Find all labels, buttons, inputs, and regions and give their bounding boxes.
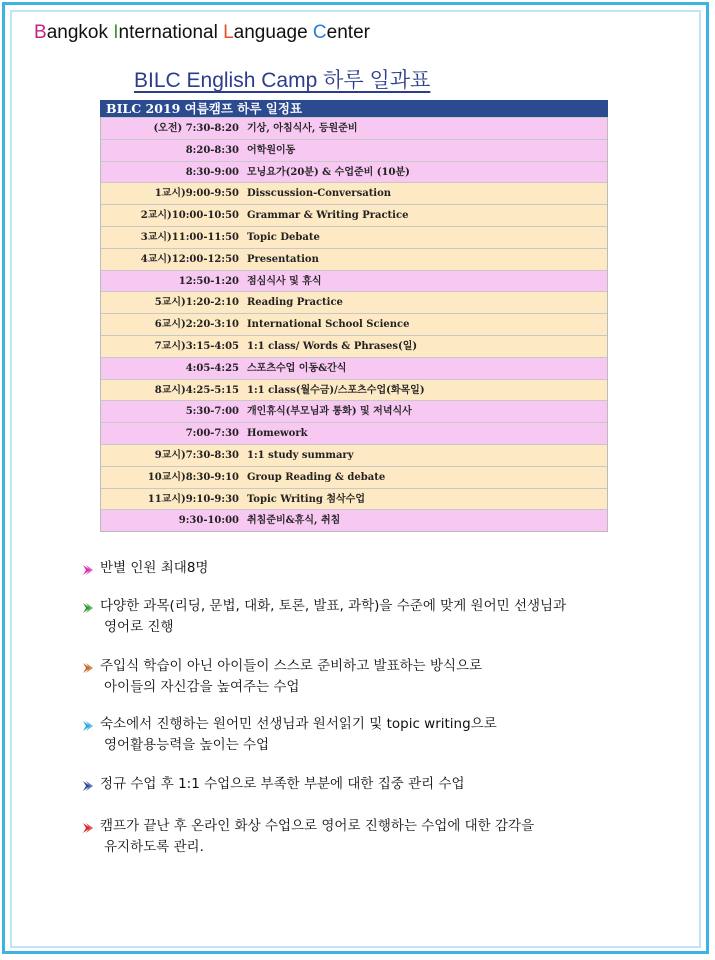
org-part: Bangkok: [34, 22, 114, 43]
schedule-activity: 1:1 class(월수금)/스포츠수업(화목일): [247, 384, 425, 396]
arrow-icon: [82, 774, 100, 799]
schedule-time: 4교시)12:00-12:50: [140, 253, 239, 265]
feature-line: 숙소에서 진행하는 원어민 선생님과 원서읽기 및 topic writing으로: [100, 716, 497, 732]
feature-line: 주입식 학습이 아닌 아이들이 스스로 준비하고 발표하는 방식으로: [100, 658, 483, 674]
schedule-row: [101, 226, 607, 248]
feature-item: [82, 774, 465, 799]
schedule-activity: 점심식사 및 휴식: [247, 275, 322, 287]
schedule-activity: Topic Debate: [247, 231, 320, 243]
schedule-activity: Homework: [247, 428, 308, 440]
schedule-activity: International School Science: [247, 319, 410, 331]
arrow-icon: [82, 656, 100, 698]
page-title: BILC English Camp 하루 일과표: [134, 69, 431, 92]
schedule-activity: 어학원이동: [247, 144, 296, 156]
schedule-row: [101, 117, 607, 139]
schedule-row: [101, 313, 607, 335]
feature-text: [100, 774, 465, 799]
arrow-icon: [82, 596, 100, 638]
schedule-activity: Presentation: [247, 253, 319, 265]
schedule-time: 5:30-7:00: [185, 406, 239, 418]
schedule-body: [100, 117, 608, 532]
feature-line: 캠프가 끝난 후 온라인 화상 수업으로 영어로 진행하는 수업에 대한 감각을: [100, 818, 535, 834]
schedule-activity: Grammar & Writing Practice: [247, 210, 409, 222]
feature-line: 영어로 진행: [104, 619, 174, 635]
schedule-row: [101, 422, 607, 444]
feature-line: 아이들의 자신감을 높여주는 수업: [104, 679, 300, 695]
schedule-activity: Reading Practice: [247, 297, 343, 309]
feature-text: [100, 558, 208, 583]
schedule-time: 10교시)8:30-9:10: [147, 471, 239, 483]
schedule-row: [101, 357, 607, 379]
schedule-time: 12:50-1:20: [178, 275, 239, 287]
schedule-row: [101, 291, 607, 313]
schedule-time: 3교시)11:00-11:50: [140, 231, 239, 243]
schedule-activity: 1:1 class/ Words & Phrases(일): [247, 340, 418, 352]
schedule-activity: 기상, 아침식사, 등원준비: [247, 123, 358, 134]
schedule-time: 1교시)9:00-9:50: [154, 188, 239, 200]
schedule-activity: Topic Writing 첨삭수업: [247, 493, 365, 505]
org-initial-c: C: [312, 22, 327, 43]
schedule-time: (오전) 7:30-8:20: [153, 123, 239, 134]
schedule-row: [101, 335, 607, 357]
schedule-time: 8:20-8:30: [185, 144, 239, 156]
schedule-row: [101, 139, 607, 161]
org-initial-b: B: [34, 22, 47, 43]
schedule-activity: 모닝요가(20분) & 수업준비 (10분): [247, 166, 410, 178]
schedule-activity: Group Reading & debate: [247, 471, 386, 483]
feature-line: 다양한 과목(리딩, 문법, 대화, 토론, 발표, 과학)을 수준에 맞게 원어민 선생님과: [100, 598, 567, 614]
schedule-time: 8교시)4:25-5:15: [154, 384, 239, 396]
schedule-time: 9:30-10:00: [178, 515, 239, 527]
org-initial-l: L: [223, 22, 234, 43]
feature-text: [100, 656, 482, 698]
feature-item: [82, 714, 497, 756]
schedule-row: [101, 379, 607, 401]
feature-text: [100, 596, 566, 638]
org-initial-i: I: [113, 22, 119, 43]
feature-item: [82, 816, 534, 858]
feature-text: [100, 816, 534, 858]
schedule-row: [101, 466, 607, 488]
schedule-time: 9교시)7:30-8:30: [154, 449, 239, 461]
schedule-row: [101, 204, 607, 226]
feature-line: 정규 수업 후 1:1 수업으로 부족한 부분에 대한 집중 관리 수업: [100, 776, 465, 792]
org-part: International: [113, 22, 224, 43]
feature-line: 반별 인원 최대8명: [100, 560, 209, 576]
schedule-time: 2교시)10:00-10:50: [140, 210, 239, 222]
schedule-heading: BILC 2019 여름캠프 하루 일정표: [100, 100, 608, 117]
org-part: Center: [312, 22, 370, 43]
schedule-activity: 스포츠수업 이동&간식: [247, 362, 347, 374]
feature-line: 영어활용능력을 높이는 수업: [104, 737, 270, 753]
schedule-activity: 개인휴식(부모님과 통화) 및 저녁식사: [247, 406, 412, 418]
schedule-row: [101, 161, 607, 183]
arrow-icon: [82, 714, 100, 756]
schedule-row: [101, 248, 607, 270]
schedule-time: 8:30-9:00: [185, 166, 239, 178]
feature-item: [82, 656, 482, 698]
feature-item: [82, 558, 208, 583]
arrow-icon: [82, 816, 100, 858]
schedule-activity: 1:1 study summary: [247, 449, 354, 461]
schedule-activity: Disscussion-Conversation: [247, 188, 392, 200]
schedule-row: [101, 182, 607, 204]
schedule-row: [101, 509, 607, 531]
schedule-row: [101, 400, 607, 422]
schedule-row: [101, 488, 607, 510]
org-name: [34, 22, 370, 44]
schedule-time: 7교시)3:15-4:05: [154, 340, 239, 352]
schedule-row: [101, 444, 607, 466]
org-part: Language: [223, 22, 313, 43]
feature-line: 유지하도록 관리.: [104, 839, 204, 855]
schedule-time: 5교시)1:20-2:10: [154, 297, 239, 309]
arrow-icon: [82, 558, 100, 583]
schedule-activity: 취침준비&휴식, 취침: [247, 515, 341, 527]
schedule-time: 11교시)9:10-9:30: [147, 493, 239, 505]
schedule-row: [101, 270, 607, 292]
feature-text: [100, 714, 497, 756]
schedule-time: 4:05-4:25: [185, 362, 239, 374]
schedule-time: 7:00-7:30: [185, 428, 239, 440]
feature-item: [82, 596, 566, 638]
schedule-table: [100, 100, 608, 532]
schedule-time: 6교시)2:20-3:10: [154, 319, 239, 331]
